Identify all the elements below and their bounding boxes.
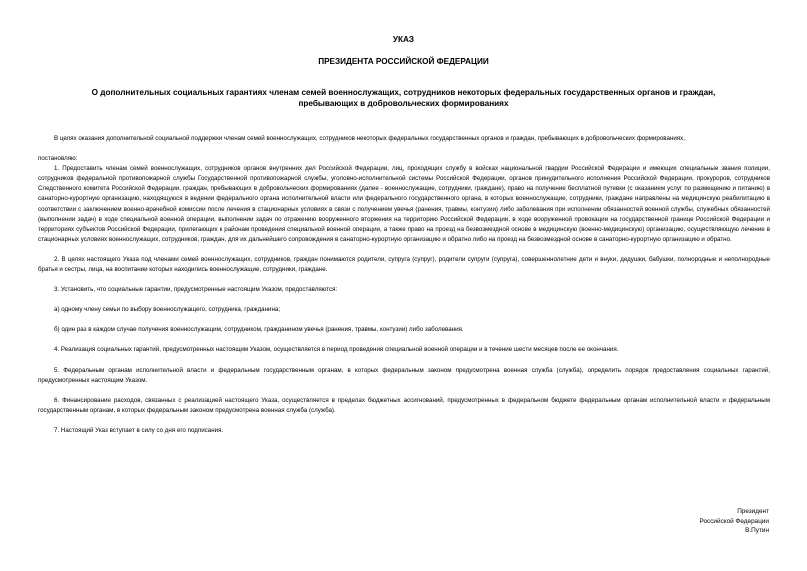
paragraph-3a: а) одному члену семьи по выбору военнослужащего, сотрудника, гражданина; [54,306,281,314]
signature-name: В.Путин [745,527,769,535]
signature-title-1: Президент [737,508,769,515]
document-type: УКАЗ [392,35,415,44]
paragraph-5: 5. Федеральным органам исполнительной власти и федеральным государственным органам, в которых федеральным законом предусмотрена военная служба (служба), определить порядок предоставления социальных гарантий, предусмотренных настоящим Указом. [38,366,770,384]
subtitle-line-2: пребывающих в добровольческих формированиях [298,99,509,108]
decree-word: постановляю: [38,155,78,163]
signature-block [569,507,769,536]
subtitle-line-1: О дополнительных социальных гарантиях членам семей военнослужащих, сотрудников некоторых федеральных государственных органов и граждан, [91,88,716,97]
paragraph-7: 7. Настоящий Указ вступает в силу со дня его подписания. [54,426,224,434]
paragraph-3b: б) один раз в каждом случае получения военнослужащим, сотрудником, гражданином увечья (ранения, травмы, контузии) либо заболевания. [54,326,464,334]
paragraph-4: 4. Реализация социальных гарантий, предусмотренных настоящим Указом, осуществляется в период проведения специальной военной операции и в течение шести месяцев после ее окончания. [54,346,619,354]
paragraph-6: 6. Финансирование расходов, связанных с реализацией настоящего Указа, осуществляется в пределах бюджетных ассигнований, предусмотренных в федеральном бюджете федеральным органам исполнительной власти и федеральным государственным органам, в которых федеральным законом предусмотрена военная служба (служба). [38,396,770,414]
document-subtitle [40,87,767,109]
preamble: В целях оказания дополнительной социальной поддержки членам семей военнослужащих, сотрудников некоторых федеральных государственных органов и граждан, пребывающих в добровольческих формированиях, [54,135,685,142]
paragraph-3: 3. Установить, что социальные гарантии, предусмотренные настоящим Указом, предоставляются: [54,286,338,294]
signature-title-2: Российской Федерации [699,517,769,525]
document-body [38,134,770,436]
paragraph-2: 2. В целях настоящего Указа под членами семей военнослужащих, сотрудников, граждан понимаются родители, супруга (супруг), родители супруги (супруга), совершеннолетние дети и внуки, дедушки, бабушки, полнородные и неполнородные братья и сестры, лица, на воспитании которых находились военнослужащие, сотрудники, граждане. [38,255,770,274]
paragraph-1: 1. Предоставить членам семей военнослужащих, сотрудников органов внутренних дел Российской Федерации, лиц, проходящих службу в войсках национальной гвардии Российской Федерации и имеющих специальные звания полиции, сотрудников федеральной противопожарной службы Государственной противопожарной службы, уголовно-исполнительной системы Российской Федерации, органов принудительного исполнения Российской Федерации, прокуроров, сотрудников Следственного комитета Российской Федерации, граждан, пребывающих в добровольческих формированиях (далее - военнослужащие, сотрудники, граждане), право на получение бесплатной путевки (с оказанием услуг по размещению и питанию) в санаторно-курортную организацию, находящуюся в ведении федерального органа исполнительной власти или федерального государственного органа, в которых военнослужащие, сотрудники, граждане направлены на медицинскую реабилитацию в соответствии с заключением военно-врачебной комиссии после лечения в стационарных условиях в связи с получением увечья (ранения, травмы, контузии) либо заболевания при исполнении обязанностей военной службы, служебных обязанностей (выполнении задач) в ходе специальной военной операции, выполнении задач по отражению вооруженного вторжения на территорию Российской Федерации, в ходе вооруженной провокации на государственной границе Российской Федерации и территориях субъектов Российской Федерации, прилегающих к районам проведения специальной военной операции, а также право на проезд на безвозмездной основе в медицинскую (военно-медицинскую) организацию, осуществляющую лечение в стационарных условиях военнослужащих, сотрудников, граждан, для их дальнейшего сопровождения в санаторно-курортную организацию и обратно либо на проезд на безвозмездной основе в санаторно-курортную организацию и обратно. [38,165,770,243]
document-issuer: ПРЕЗИДЕНТА РОССИЙСКОЙ ФЕДЕРАЦИИ [318,57,489,66]
